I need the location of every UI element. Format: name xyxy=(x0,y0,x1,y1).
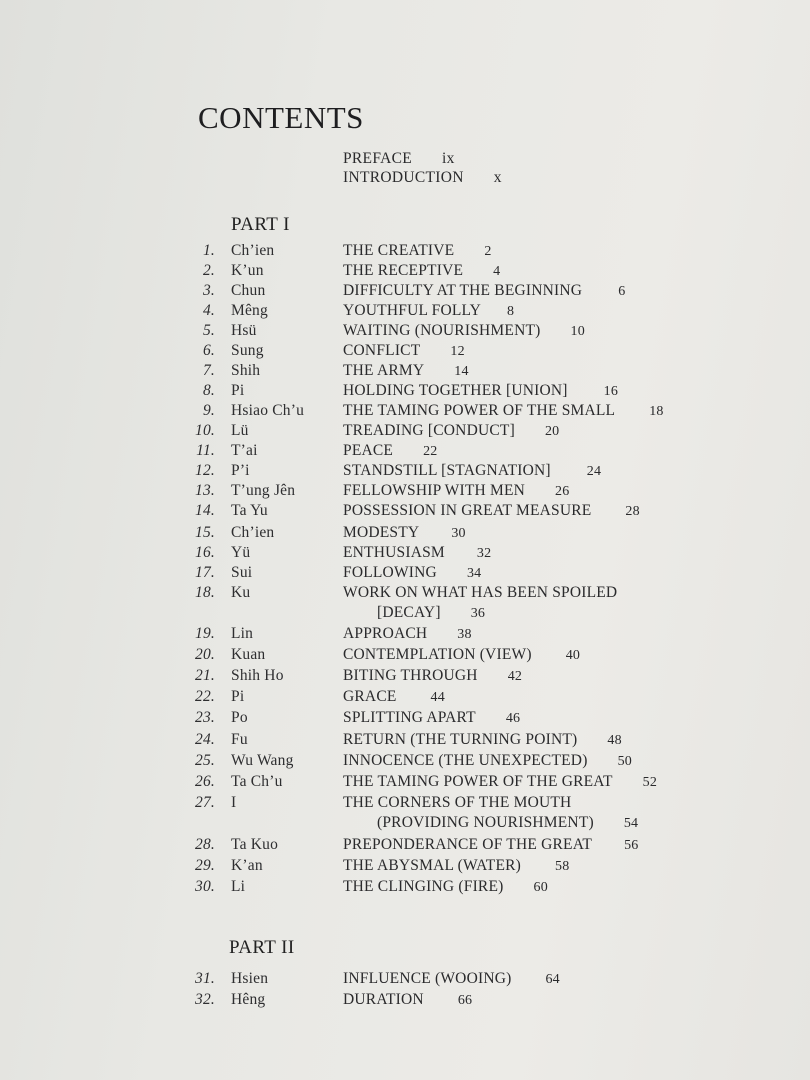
toc-entry-title: THE TAMING POWER OF THE GREAT 52 xyxy=(343,773,658,790)
toc-entry-page: 22 xyxy=(423,444,438,459)
toc-entry-title: INNOCENCE (THE UNEXPECTED) 50 xyxy=(343,752,632,769)
toc-entry xyxy=(0,322,810,342)
toc-entry-hexagram-name: Pi xyxy=(231,688,245,705)
toc-entry-number: 20. xyxy=(195,646,215,663)
toc-entry-number: 22. xyxy=(195,688,215,705)
toc-entry-hexagram-name: I xyxy=(231,794,237,811)
toc-entry-title: POSSESSION IN GREAT MEASURE 28 xyxy=(343,502,640,519)
toc-entry-number: 17. xyxy=(195,564,215,581)
toc-entry xyxy=(0,752,810,772)
toc-entry-title: INFLUENCE (WOOING) 64 xyxy=(343,970,560,987)
toc-entry xyxy=(0,242,810,262)
toc-entry xyxy=(0,584,810,621)
toc-entry-number: 29. xyxy=(195,857,215,874)
front-matter-preface xyxy=(343,150,455,168)
toc-entry xyxy=(0,402,810,422)
toc-entry-title: FOLLOWING 34 xyxy=(343,564,482,581)
toc-entry xyxy=(0,564,810,584)
toc-entry-page: 24 xyxy=(586,464,602,479)
toc-entry-number: 11. xyxy=(196,442,215,459)
toc-entry-hexagram-name: Ku xyxy=(231,584,251,601)
toc-entry-number: 9. xyxy=(202,402,215,419)
toc-entry-page: 16 xyxy=(603,384,619,399)
toc-entry xyxy=(0,991,810,1011)
toc-entry-hexagram-name: K’an xyxy=(231,857,263,874)
toc-entry-page: 48 xyxy=(607,733,622,748)
toc-entry xyxy=(0,688,810,708)
toc-entry-title: BITING THROUGH 42 xyxy=(343,667,523,684)
toc-entry-number: 18. xyxy=(195,584,215,601)
toc-entry-hexagram-name: Ch’ien xyxy=(231,242,275,259)
toc-entry-page: 4 xyxy=(493,264,501,279)
toc-entry-number: 28. xyxy=(195,836,215,853)
toc-entry-page: 28 xyxy=(625,504,640,519)
toc-entry-hexagram-name: Hsien xyxy=(231,970,269,987)
toc-entry xyxy=(0,382,810,402)
toc-entry-hexagram-name: T’ai xyxy=(231,442,258,459)
toc-entry-hexagram-name: Fu xyxy=(231,731,248,748)
toc-entry-page: 52 xyxy=(642,775,658,790)
toc-entry xyxy=(0,282,810,302)
front-matter-introduction xyxy=(343,169,502,187)
toc-entry xyxy=(0,502,810,522)
toc-entry-number: 32. xyxy=(195,991,215,1008)
toc-entry xyxy=(0,302,810,322)
toc-entry-number: 2. xyxy=(202,262,215,279)
toc-entry-title: PREPONDERANCE OF THE GREAT 56 xyxy=(343,836,639,853)
toc-entry-title-continued: [DECAY] 36 xyxy=(377,604,486,621)
front-matter-page: ix xyxy=(442,150,455,167)
toc-entry-number: 1. xyxy=(202,242,215,259)
toc-entry-hexagram-name: Mêng xyxy=(231,302,268,319)
toc-entry-page: 40 xyxy=(565,648,581,663)
toc-entry-title: HOLDING TOGETHER [UNION] 16 xyxy=(343,382,619,399)
toc-entry-number: 5. xyxy=(202,322,215,339)
toc-entry xyxy=(0,857,810,877)
toc-entry-title: THE CORNERS OF THE MOUTH xyxy=(343,794,572,811)
toc-entry-number: 21. xyxy=(195,667,215,684)
toc-entry-title: DURATION 66 xyxy=(343,991,473,1008)
toc-entry xyxy=(0,422,810,442)
toc-entry-number: 24. xyxy=(195,731,215,748)
toc-entry-hexagram-name: Pi xyxy=(231,382,245,399)
part-one-heading: PART I xyxy=(231,214,290,235)
toc-entry-page: 44 xyxy=(430,690,445,705)
toc-entry-number: 12. xyxy=(195,462,215,479)
toc-entry-hexagram-name: Ta Yu xyxy=(231,502,268,519)
toc-entry-title: APPROACH 38 xyxy=(343,625,472,642)
toc-entry xyxy=(0,646,810,666)
toc-entry-hexagram-name: Lin xyxy=(231,625,254,642)
toc-entry-page: 56 xyxy=(624,838,639,853)
toc-entry-title: MODESTY 30 xyxy=(343,524,466,541)
toc-entry-title-continued: (PROVIDING NOURISHMENT) 54 xyxy=(377,814,639,831)
front-matter-label: PREFACE xyxy=(343,150,412,167)
toc-entry-title: THE ABYSMAL (WATER) 58 xyxy=(343,857,570,874)
toc-entry-hexagram-name: Hêng xyxy=(231,991,266,1008)
toc-entry-number: 8. xyxy=(202,382,215,399)
toc-entry xyxy=(0,342,810,362)
toc-entry-number: 7. xyxy=(202,362,215,379)
toc-entry-number: 31. xyxy=(195,970,215,987)
toc-entry-number: 15. xyxy=(195,524,215,541)
toc-entry xyxy=(0,442,810,462)
toc-entry-number: 6. xyxy=(202,342,215,359)
toc-entry-hexagram-name: Hsiao Ch’u xyxy=(231,402,305,419)
toc-entry-title: THE RECEPTIVE 4 xyxy=(343,262,501,279)
toc-entry-page: 2 xyxy=(484,244,492,259)
toc-entry-number: 13. xyxy=(195,482,215,499)
toc-entry-page: 6 xyxy=(618,284,626,299)
toc-entry-page: 30 xyxy=(451,526,466,541)
toc-entry-hexagram-name: Shih xyxy=(231,362,261,379)
contents-heading: CONTENTS xyxy=(198,100,364,135)
toc-entry-hexagram-name: Shih Ho xyxy=(231,667,284,684)
toc-entry-page: 64 xyxy=(545,972,560,987)
toc-entry-hexagram-name: T’ung Jên xyxy=(231,482,296,499)
toc-entry-number: 3. xyxy=(202,282,215,299)
toc-entry-number: 10. xyxy=(195,422,215,439)
toc-entry-title: RETURN (THE TURNING POINT) 48 xyxy=(343,731,622,748)
toc-entry xyxy=(0,878,810,898)
toc-entry-page: 10 xyxy=(570,324,585,339)
toc-entry-number: 14. xyxy=(195,502,215,519)
toc-entry-title: ENTHUSIASM 32 xyxy=(343,544,492,561)
toc-entry xyxy=(0,970,810,990)
toc-entry-number: 30. xyxy=(195,878,215,895)
toc-entry xyxy=(0,524,810,544)
toc-entry xyxy=(0,773,810,793)
toc-entry-page: 12 xyxy=(450,344,465,359)
toc-entry-hexagram-name: Li xyxy=(231,878,246,895)
toc-entry-title: THE CLINGING (FIRE) 60 xyxy=(343,878,548,895)
toc-entry xyxy=(0,262,810,282)
toc-entry-page: 14 xyxy=(454,364,469,379)
toc-entry-hexagram-name: Lü xyxy=(231,422,249,439)
toc-entry-title: CONTEMPLATION (VIEW) 40 xyxy=(343,646,581,663)
toc-entry xyxy=(0,482,810,502)
toc-entry-number: 27. xyxy=(195,794,215,811)
toc-entry-title: YOUTHFUL FOLLY 8 xyxy=(343,302,515,319)
toc-entry-hexagram-name: Wu Wang xyxy=(231,752,294,769)
toc-entry-number: 26. xyxy=(195,773,215,790)
toc-entry xyxy=(0,462,810,482)
toc-entry-number: 23. xyxy=(195,709,215,726)
toc-entry-title: THE ARMY 14 xyxy=(343,362,469,379)
toc-entry-page: 60 xyxy=(533,880,548,895)
toc-entry-title: FELLOWSHIP WITH MEN 26 xyxy=(343,482,570,499)
toc-entry-hexagram-name: Kuan xyxy=(231,646,266,663)
toc-entry-title: CONFLICT 12 xyxy=(343,342,465,359)
toc-entry-hexagram-name: Po xyxy=(231,709,248,726)
toc-entry-page: 38 xyxy=(457,627,472,642)
toc-entry-page: 36 xyxy=(470,606,486,621)
toc-entry-title: WAITING (NOURISHMENT) 10 xyxy=(343,322,585,339)
front-matter-label: INTRODUCTION xyxy=(343,169,464,186)
toc-entry-hexagram-name: K’un xyxy=(231,262,264,279)
toc-entry xyxy=(0,544,810,564)
toc-entry xyxy=(0,362,810,382)
toc-entry-hexagram-name: Ch’ien xyxy=(231,524,275,541)
toc-entry-title: STANDSTILL [STAGNATION] 24 xyxy=(343,462,602,479)
toc-entry xyxy=(0,625,810,645)
toc-entry-page: 26 xyxy=(555,484,570,499)
toc-entry-page: 32 xyxy=(476,546,492,561)
toc-entry-number: 16. xyxy=(195,544,215,561)
toc-entry-hexagram-name: Hsü xyxy=(231,322,257,339)
toc-entry-hexagram-name: Sung xyxy=(231,342,264,359)
toc-entry-title: THE CREATIVE 2 xyxy=(343,242,492,259)
toc-entry-hexagram-name: Ta Ch’u xyxy=(231,773,283,790)
toc-entry-title: SPLITTING APART 46 xyxy=(343,709,521,726)
toc-entry xyxy=(0,667,810,687)
toc-entry-number: 4. xyxy=(202,302,215,319)
toc-entry-page: 58 xyxy=(555,859,570,874)
toc-entry-title: TREADING [CONDUCT] 20 xyxy=(343,422,560,439)
toc-entry-hexagram-name: Chun xyxy=(231,282,266,299)
toc-entry-number: 19. xyxy=(195,625,215,642)
toc-entry xyxy=(0,794,810,831)
toc-entry-title: PEACE 22 xyxy=(343,442,438,459)
toc-entry-title: DIFFICULTY AT THE BEGINNING 6 xyxy=(343,282,626,299)
toc-entry xyxy=(0,836,810,856)
toc-entry xyxy=(0,731,810,751)
toc-entry-page: 50 xyxy=(617,754,632,769)
front-matter-page: x xyxy=(493,169,502,186)
toc-entry-hexagram-name: P’i xyxy=(231,462,250,479)
toc-entry-hexagram-name: Ta Kuo xyxy=(231,836,279,853)
toc-entry-hexagram-name: Yü xyxy=(231,544,251,561)
toc-entry-title: THE TAMING POWER OF THE SMALL 18 xyxy=(343,402,664,419)
toc-entry-number: 25. xyxy=(195,752,215,769)
toc-entry-page: 8 xyxy=(507,304,515,319)
toc-entry-title: GRACE 44 xyxy=(343,688,445,705)
toc-entry-title: WORK ON WHAT HAS BEEN SPOILED xyxy=(343,584,618,601)
toc-entry-hexagram-name: Sui xyxy=(231,564,253,581)
toc-entry-page: 20 xyxy=(544,424,560,439)
toc-entry-page: 46 xyxy=(505,711,521,726)
part-two-heading: PART II xyxy=(229,937,295,958)
toc-entry-page: 18 xyxy=(649,404,664,419)
toc-entry-page: 42 xyxy=(507,669,523,684)
toc-entry-page: 54 xyxy=(623,816,639,831)
toc-entry-page: 34 xyxy=(466,566,482,581)
toc-entry xyxy=(0,709,810,729)
toc-entry-page: 66 xyxy=(457,993,473,1008)
